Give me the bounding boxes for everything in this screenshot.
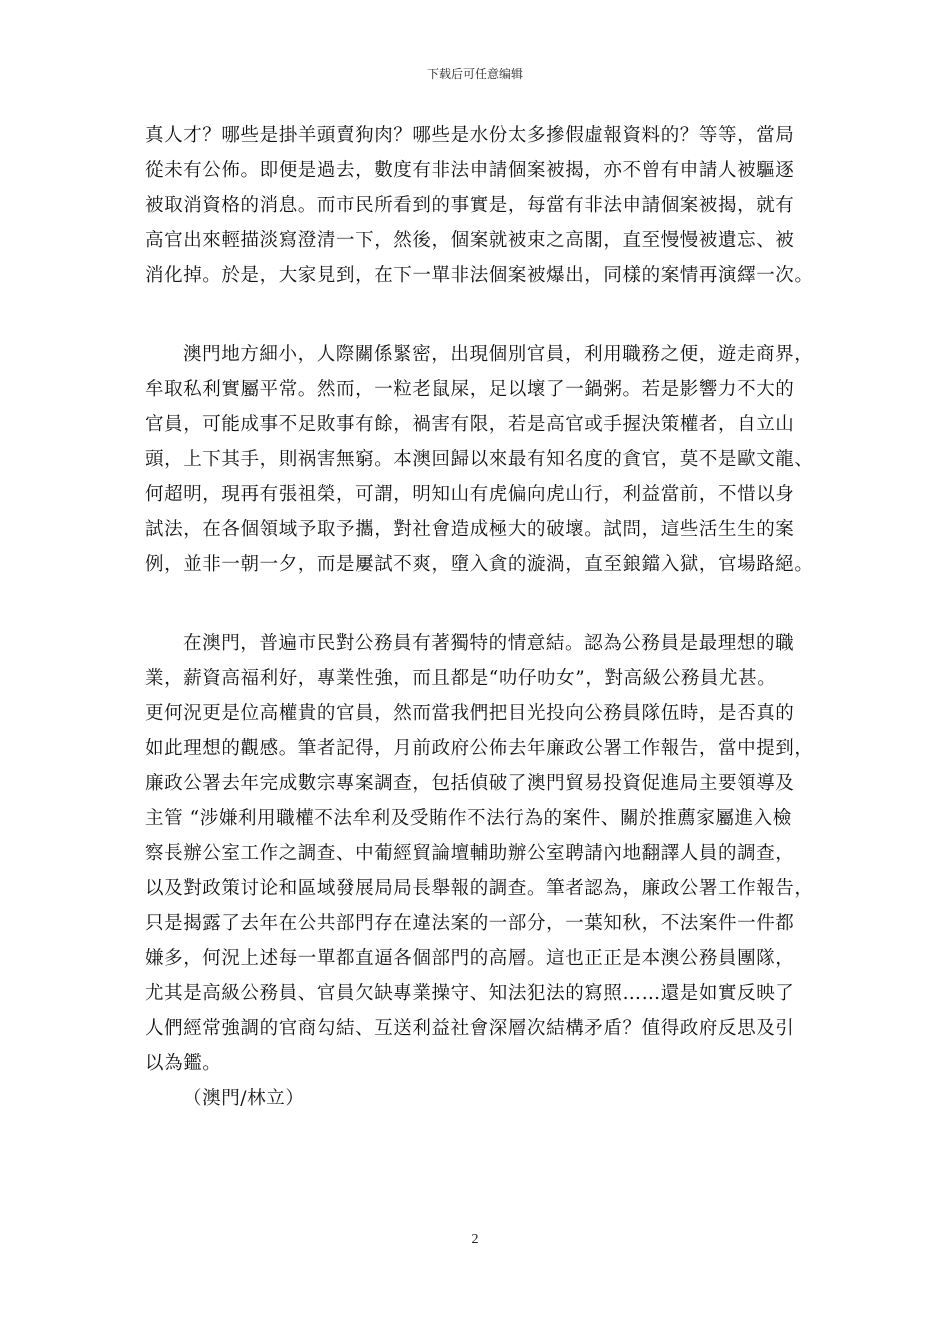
text-line: 官員，可能成事不足敗事有餘，禍害有限，若是高官或手握決策權者，自立山 <box>145 414 795 435</box>
text-line: 更何況更是位高權貴的官員，然而當我們把目光投向公務員隊伍時，是否真的 <box>145 703 795 724</box>
text-line: 從未有公佈。即便是過去，數度有非法申請個案被揭，亦不曾有申請人被驅逐 <box>145 160 795 181</box>
text-line: 在澳門，普遍市民對公務員有著獨特的情意結。認為公務員是最理想的職 <box>183 633 795 654</box>
text-line: 只是揭露了去年在公共部門存在違法案的一部分，一葉知秋，不法案件一件都 <box>145 913 795 934</box>
text-line: 牟取私利實屬平常。然而，一粒老鼠屎，足以壞了一鍋粥。若是影響力不大的 <box>145 379 795 400</box>
text-line: 廉政公署去年完成數宗專案調查，包括偵破了澳門貿易投資促進局主要領導及 <box>145 773 795 794</box>
text-line: 業，薪資高福利好，專業性強，而且都是“叻仔叻女”，對高級公務員尤甚。 <box>145 668 777 689</box>
text-line: 察長辦公室工作之調查、中葡經貿論壇輔助辦公室聘請內地翻譯人員的調查， <box>145 843 795 864</box>
text-line: 高官出來輕描淡寫澄清一下，然後，個案就被束之高閣，直至慢慢被遺忘、被 <box>145 230 795 251</box>
text-line: 以為鑑。 <box>145 1053 222 1074</box>
text-line: 真人才？哪些是掛羊頭賣狗肉？哪些是水份太多摻假虛報資料的？等等，當局 <box>145 125 795 146</box>
text-line: 主管 “涉嫌利用職權不法牟利及受賄作不法行為的案件、關於推薦家屬進入檢 <box>145 808 792 829</box>
text-line: 澳門地方細小，人際關係緊密，出現個別官員，利用職務之便，遊走商界， <box>183 344 814 365</box>
page-number: 2 <box>471 1232 479 1247</box>
text-line: 消化掉。於是，大家見到，在下一單非法個案被爆出，同樣的案情再演繹一次。 <box>145 265 814 286</box>
paragraph-1 <box>145 118 820 293</box>
text-line: 嫌多，何況上述每一單都直逼各個部門的高層。這也正正是本澳公務員團隊， <box>145 948 795 969</box>
text-line: 人們經常強調的官商勾結、互送利益社會深層次結構矛盾？值得政府反思及引 <box>145 1018 795 1039</box>
text-line: 例，並非一朝一夕，而是屢試不爽，墮入貪的漩渦，直至鋃鐺入獄，官場路絕。 <box>145 554 814 575</box>
paragraph-spacer <box>145 293 820 337</box>
text-line: 頭，上下其手，則祸害無窮。本澳回歸以來最有知名度的貪官，莫不是歐文龍、 <box>145 449 814 470</box>
paragraph-3 <box>145 626 820 1081</box>
text-line: 以及對政策讨论和區域發展局局長舉報的調查。筆者認為，廉政公署工作報告， <box>145 878 814 899</box>
text-line: 被取消資格的消息。而市民所看到的事實是，每當有非法申請個案被揭，就有 <box>145 195 795 216</box>
paragraph-2 <box>145 337 820 582</box>
author-signature: （澳門/林立） <box>183 1088 305 1109</box>
paragraph-spacer <box>145 582 820 626</box>
article-body <box>145 118 820 1116</box>
text-line: 如此理想的觀感。筆者記得，月前政府公佈去年廉政公署工作報告，當中提到， <box>145 738 814 759</box>
text-line: 尤其是高級公務員、官員欠缺專業操守、知法犯法的寫照……還是如實反映了 <box>145 983 795 1004</box>
page-header: 下载后可任意编辑 <box>426 67 523 81</box>
text-line: 試法，在各個領域予取予攜，對社會造成極大的破壞。試問，這些活生生的案 <box>145 519 795 540</box>
text-line: 何超明，現再有張祖榮，可謂，明知山有虎偏向虎山行，利益當前，不惜以身 <box>145 484 795 505</box>
